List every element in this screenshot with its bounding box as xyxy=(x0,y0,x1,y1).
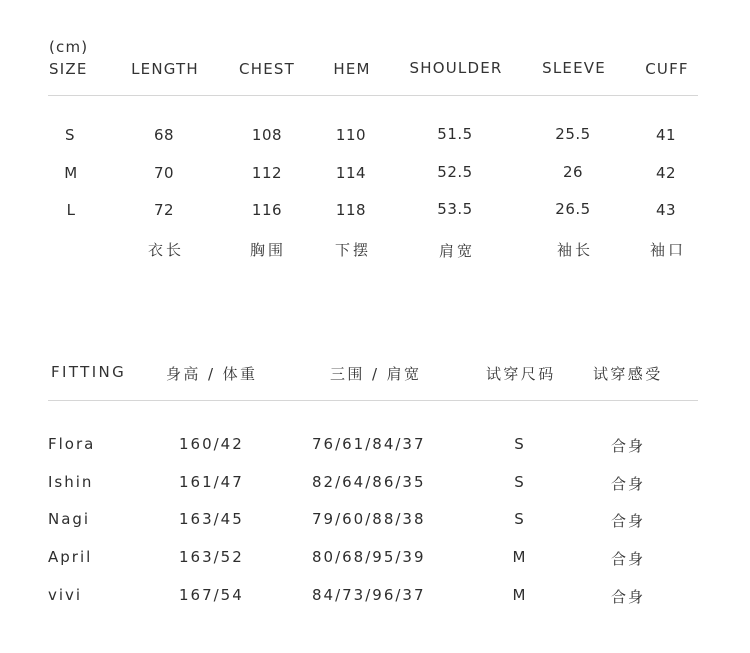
tried-size-cell: M xyxy=(512,586,528,604)
measurements-cell: 82/64/86/35 xyxy=(312,473,426,491)
length-cell: 72 xyxy=(153,201,175,219)
header-cuff: CUFF xyxy=(645,60,689,78)
shoulder-cell: 51.5 xyxy=(437,125,473,143)
chest-cell: 116 xyxy=(251,201,283,219)
hem-cell: 110 xyxy=(335,126,367,144)
model-name: Flora xyxy=(48,435,96,453)
hem-cell: 118 xyxy=(335,201,367,219)
sleeve-cell: 26 xyxy=(562,163,584,181)
fit-feedback-cell: 合身 xyxy=(610,588,646,606)
model-name: Nagi xyxy=(48,510,91,528)
measurements-cell: 84/73/96/37 xyxy=(312,586,426,604)
length-cell: 68 xyxy=(153,126,175,144)
length-cell: 70 xyxy=(153,164,175,182)
cn-label-shoulder: 肩宽 xyxy=(438,242,476,260)
shoulder-cell: 52.5 xyxy=(437,163,473,181)
height-weight-cell: 163/45 xyxy=(179,510,244,528)
hem-cell: 114 xyxy=(335,164,367,182)
header-tried-size: 试穿尺码 xyxy=(486,365,556,383)
cn-label-length: 衣长 xyxy=(147,241,185,259)
cn-label-chest: 胸围 xyxy=(249,241,287,259)
tried-size-cell: S xyxy=(514,435,526,453)
height-weight-cell: 163/52 xyxy=(179,548,244,566)
model-name: April xyxy=(48,548,93,566)
header-size: SIZE xyxy=(49,60,88,78)
size-cell: M xyxy=(64,164,78,182)
tried-size-cell: S xyxy=(514,473,526,491)
header-chest: CHEST xyxy=(239,60,295,78)
header-length: LENGTH xyxy=(131,60,199,78)
header-height-weight: 身高 / 体重 xyxy=(166,365,258,383)
header-fitting: FITTING xyxy=(51,363,127,381)
chest-cell: 108 xyxy=(251,126,283,144)
fitting-table-divider xyxy=(48,400,698,401)
height-weight-cell: 167/54 xyxy=(179,586,244,604)
size-cell: L xyxy=(66,201,76,219)
tried-size-cell: S xyxy=(514,510,526,528)
height-weight-cell: 160/42 xyxy=(179,435,244,453)
header-measurements: 三围 / 肩宽 xyxy=(330,365,422,383)
fit-feedback-cell: 合身 xyxy=(610,512,646,530)
unit-label: (cm) xyxy=(49,38,89,56)
header-shoulder: SHOULDER xyxy=(409,59,503,77)
header-sleeve: SLEEVE xyxy=(542,59,606,77)
chest-cell: 112 xyxy=(251,164,283,182)
header-hem: HEM xyxy=(333,60,371,78)
height-weight-cell: 161/47 xyxy=(179,473,244,491)
header-fit-feedback: 试穿感受 xyxy=(593,365,663,383)
shoulder-cell: 53.5 xyxy=(437,200,473,218)
measurements-cell: 76/61/84/37 xyxy=(312,435,426,453)
cuff-cell: 41 xyxy=(655,126,677,144)
model-name: vivi xyxy=(48,586,83,604)
size-table-divider xyxy=(48,95,698,96)
fit-feedback-cell: 合身 xyxy=(610,475,646,493)
cuff-cell: 42 xyxy=(655,164,677,182)
cuff-cell: 43 xyxy=(655,201,677,219)
model-name: Ishin xyxy=(48,473,94,491)
tried-size-cell: M xyxy=(512,548,528,566)
measurements-cell: 80/68/95/39 xyxy=(312,548,426,566)
sleeve-cell: 25.5 xyxy=(555,125,591,143)
fit-feedback-cell: 合身 xyxy=(610,437,646,455)
size-cell: S xyxy=(64,126,76,144)
measurements-cell: 79/60/88/38 xyxy=(312,510,426,528)
fit-feedback-cell: 合身 xyxy=(610,550,646,568)
cn-label-cuff: 袖口 xyxy=(649,241,687,259)
sleeve-cell: 26.5 xyxy=(555,200,591,218)
cn-label-hem: 下摆 xyxy=(334,241,372,259)
cn-label-sleeve: 袖长 xyxy=(556,241,594,259)
